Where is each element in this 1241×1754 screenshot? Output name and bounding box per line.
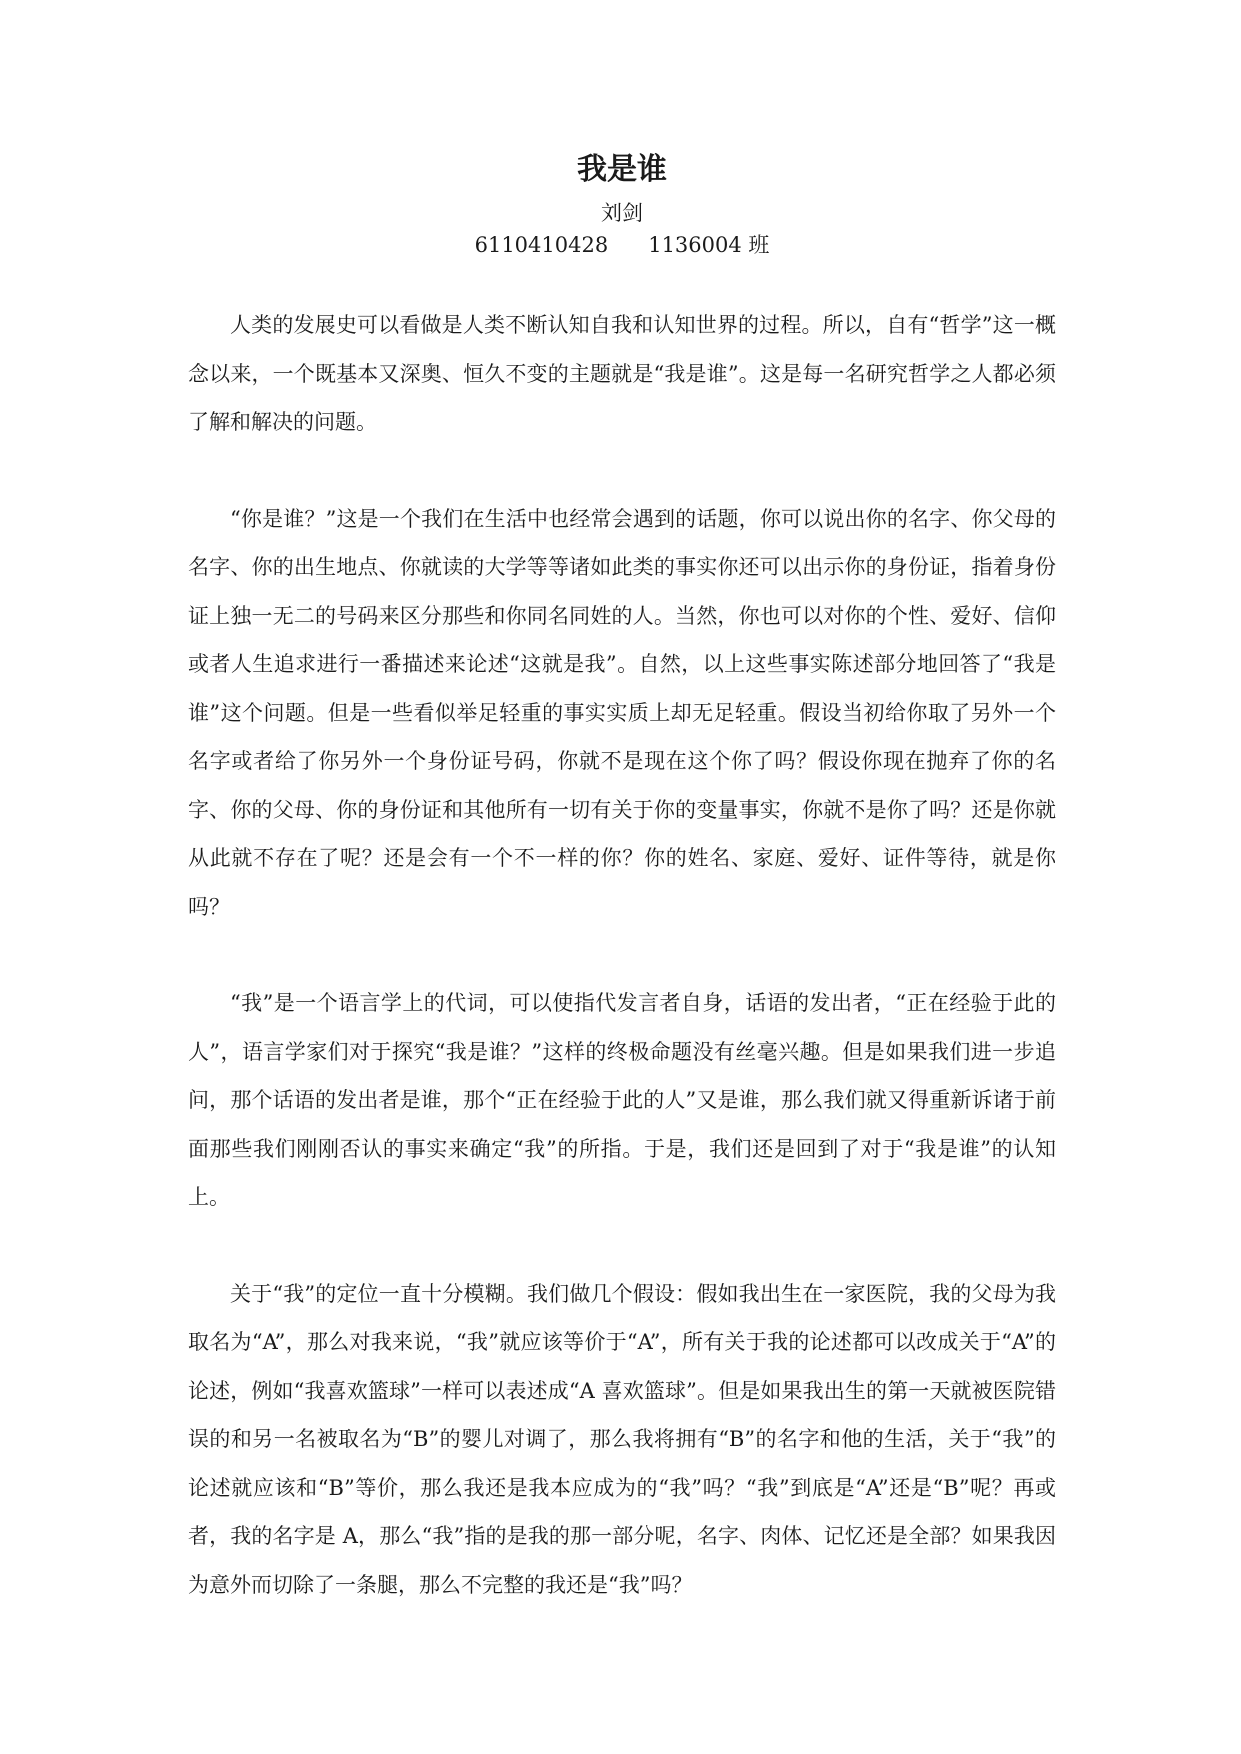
id-line [188, 229, 1056, 261]
paragraph-3: “我”是一个语言学上的代词，可以使指代发言者自身，话语的发出者，“正在经验于此的人”，语言学家们对于探究“我是谁？”这样的终极命题没有丝毫兴趣。但是如果我们进一步追问，那个话语的发出者是谁，那个“正在经验于此的人”又是谁，那么我们就又得重新诉诸于前面那些我们刚刚否认的事实来确定“我”的所指。于是，我们还是回到了对于“我是谁”的认知上。 [188, 991, 1056, 1209]
document-page [188, 150, 1056, 1609]
paragraph-4: 关于“我”的定位一直十分模糊。我们做几个假设：假如我出生在一家医院，我的父母为我取名为“A”，那么对我来说，“我”就应该等价于“A”，所有关于我的论述都可以改成关于“A”的论述，例如“我喜欢篮球”一样可以表述成“A 喜欢篮球”。但是如果我出生的第一天就被医院错误的和另一名被取名为“B”的婴儿对调了，那么我将拥有“B”的名字和他的生活，关于“我”的论述就应该和“B”等价，那么我还是我本应成为的“我”吗？“我”到底是“A”还是“B”呢？再或者，我的名字是 A，那么“我”指的是我的那一部分呢，名字、肉体、记忆还是全部？如果我因为意外而切除了一条腿，那么不完整的我还是“我”吗？ [188, 1281, 1056, 1597]
student-id: 6110410428 [474, 233, 609, 257]
paragraph-1: 人类的发展史可以看做是人类不断认知自我和认知世界的过程。所以，自有“哲学”这一概念以来，一个既基本又深奥、恒久不变的主题就是“我是谁”。这是每一名研究哲学之人都必须了解和解决的问题。 [188, 313, 1056, 434]
class-id: 1136004 班 [648, 233, 770, 257]
document-title: 我是谁 [577, 152, 667, 187]
paragraph-2: “你是谁？”这是一个我们在生活中也经常会遇到的话题，你可以说出你的名字、你父母的名字、你的出生地点、你就读的大学等等诸如此类的事实你还可以出示你的身份证，指着身份证上独一无二的号码来区分那些和你同名同姓的人。当然，你也可以对你的个性、爱好、信仰或者人生追求进行一番描述来论述“这就是我”。自然，以上这些事实陈述部分地回答了“我是谁”这个问题。但是一些看似举足轻重的事实实质上却无足轻重。假设当初给你取了另外一个名字或者给了你另外一个身份证号码，你就不是现在这个你了吗？假设你现在抛弃了你的名字、你的父母、你的身份证和其他所有一切有关于你的变量事实，你就不是你了吗？还是你就从此就不存在了呢？还是会有一个不一样的你？你的姓名、家庭、爱好、证件等待，就是你吗？ [188, 506, 1056, 919]
body-text [188, 301, 1056, 1609]
author-name: 刘剑 [601, 201, 643, 225]
